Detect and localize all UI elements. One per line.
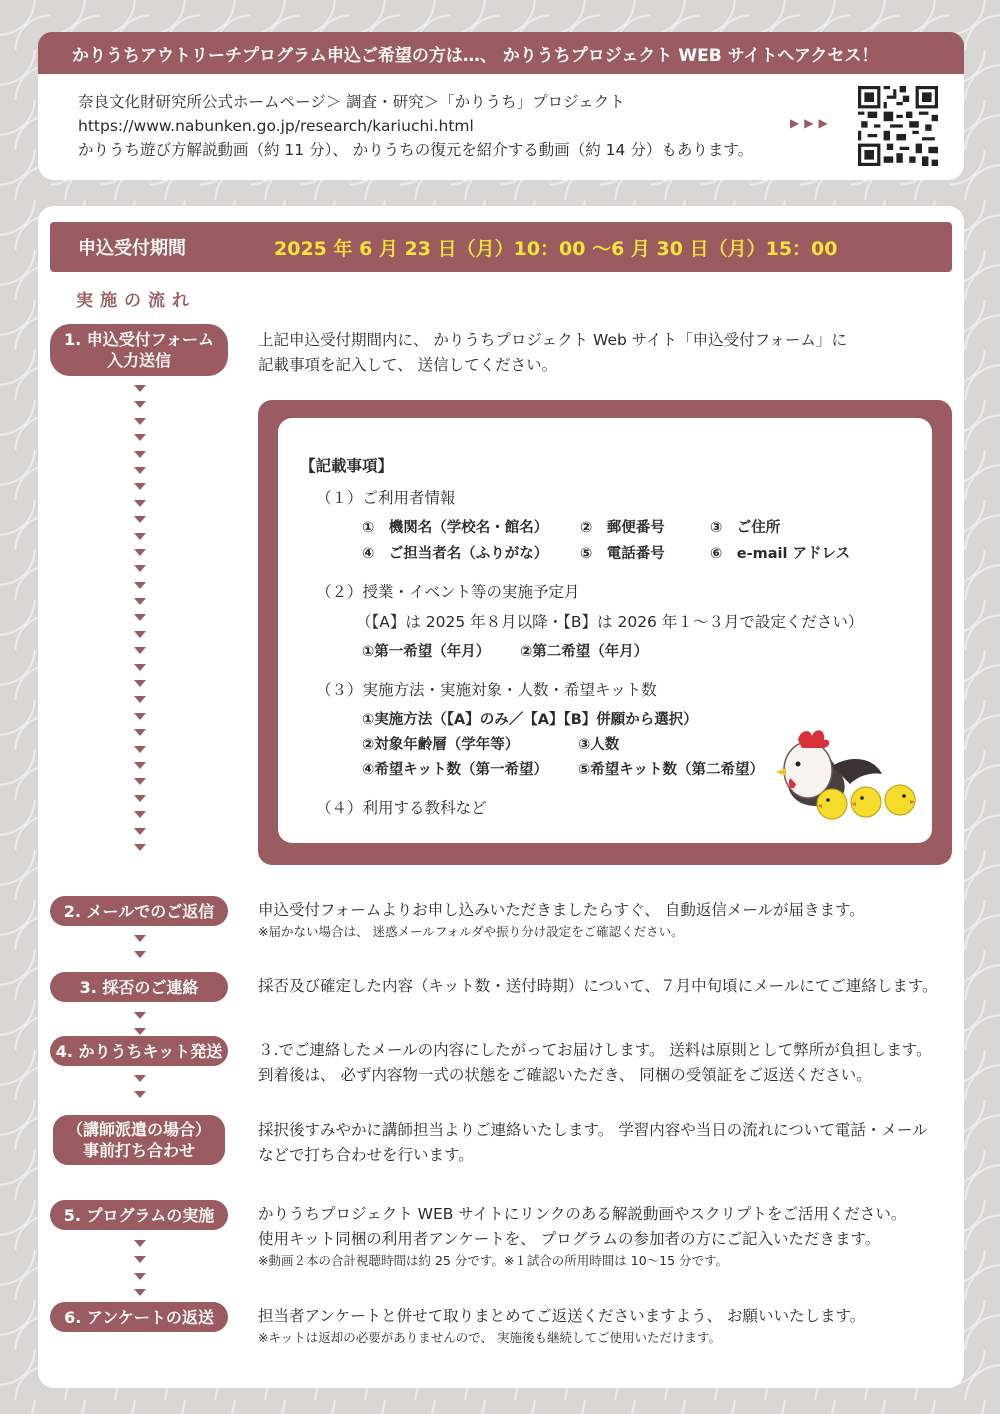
down-arrow-icon xyxy=(134,746,146,753)
step-6-label: 6. アンケートの返送 xyxy=(50,1302,228,1332)
down-arrow-icon xyxy=(134,500,146,507)
down-arrow-icon xyxy=(134,467,146,474)
step-5-note: ※動画２本の合計視聴時間は約 25 分です。※１試合の所用時間は 10～15 分です。 xyxy=(258,1253,729,1268)
down-arrow-icon xyxy=(134,418,146,425)
breadcrumb: 奈良文化財研究所公式ホームページ＞ 調査・研究＞「かりうち」プロジェクト xyxy=(78,93,625,111)
arrow-right-icon: ▶▶▶ xyxy=(790,116,833,130)
down-arrow-icon xyxy=(134,1273,146,1280)
qr-code-icon[interactable] xyxy=(858,86,938,166)
step-5-desc-line1: かりうちプロジェクト WEB サイトにリンクのある解説動画やスクリプトをご活用ください。 xyxy=(258,1205,907,1223)
item-3-4: ④希望キット数（第一希望） xyxy=(362,762,548,778)
item-3-2: ②対象年齢層（学年等） xyxy=(362,737,520,753)
step-3-desc-line1: 採否及び確定した内容（キット数・送付時期）について、７月中旬頃にメールにてご連絡します。 xyxy=(258,977,938,995)
step-4-description xyxy=(258,1038,932,1088)
down-arrow-icon xyxy=(134,935,146,942)
down-arrow-icon xyxy=(134,828,146,835)
application-flow-card xyxy=(38,206,964,1388)
step-2-description xyxy=(258,898,865,941)
step-1-label-line2: 入力送信 xyxy=(106,351,171,370)
step-4-desc-line2: 到着後は、 必ず内容物一式の状態をご確認いただき、 同梱の受領証をご返送ください。 xyxy=(258,1066,872,1084)
step-5-desc-line2: 使用キット同梱の利用者アンケートを、 プログラムの参加者の方にご記入いただきます。 xyxy=(258,1230,881,1248)
lecturer-meeting-line2: 事前打ち合わせ xyxy=(82,1141,195,1160)
step-6-description xyxy=(258,1304,865,1347)
step-3-description xyxy=(258,974,938,999)
down-arrow-icon xyxy=(134,729,146,736)
down-arrow-icon xyxy=(134,614,146,621)
items-section-1: （１）ご利用者情報 xyxy=(316,489,456,507)
required-items-inner xyxy=(278,418,932,843)
item-1-4: ④ ご担当者名（ふりがな） xyxy=(362,546,549,562)
down-arrow-icon xyxy=(134,664,146,671)
down-arrow-icon xyxy=(134,1012,146,1019)
down-arrow-icon xyxy=(134,1091,146,1098)
down-arrow-icon xyxy=(134,844,146,851)
flow-arrows-1 xyxy=(134,385,146,860)
items-title: 【記載事項】 xyxy=(300,457,394,475)
down-arrow-icon xyxy=(134,647,146,654)
down-arrow-icon xyxy=(134,696,146,703)
access-info-card xyxy=(38,32,964,180)
flow-arrows-2 xyxy=(134,935,146,968)
down-arrow-icon xyxy=(134,778,146,785)
step-1-description xyxy=(258,328,847,378)
period-value: 2025 年 6 月 23 日（月）10：00 ～6 月 30 日（月）15：00 xyxy=(274,237,838,260)
items-section-4: （４）利用する教科など xyxy=(316,799,487,817)
step-2-desc-line1: 申込受付フォームよりお申し込みいただきましたらすぐ、 自動返信メールが届きます。 xyxy=(258,901,865,919)
period-label: 申込受付期間 xyxy=(78,238,186,259)
flow-arrows-5 xyxy=(134,1240,146,1306)
step-1-label xyxy=(50,324,228,376)
down-arrow-icon xyxy=(134,483,146,490)
required-items-box xyxy=(258,400,952,865)
step-5-description xyxy=(258,1202,906,1270)
access-text xyxy=(78,90,753,162)
down-arrow-icon xyxy=(134,401,146,408)
chicken-illustration xyxy=(754,714,928,830)
website-url[interactable]: https://www.nabunken.go.jp/research/kariuchi.html xyxy=(78,117,474,135)
lecturer-meeting-label xyxy=(50,1114,228,1166)
down-arrow-icon xyxy=(134,516,146,523)
down-arrow-icon xyxy=(134,713,146,720)
item-1-5: ⑤ 電話番号 xyxy=(580,546,665,562)
down-arrow-icon xyxy=(134,631,146,638)
step-1-desc-line2: 記載事項を記入して、 送信してください。 xyxy=(258,356,558,374)
items-section-2: （２）授業・イベント等の実施予定月 xyxy=(316,583,580,601)
down-arrow-icon xyxy=(134,1240,146,1247)
step-4-desc-line1: ３.でご連絡したメールの内容にしたがってお届けします。 送料は原則として弊所が負担します。 xyxy=(258,1041,932,1059)
item-2-2: ②第二希望（年月） xyxy=(520,644,649,660)
down-arrow-icon xyxy=(134,1075,146,1082)
down-arrow-icon xyxy=(134,451,146,458)
step-1-desc-line1: 上記申込受付期間内に、 かりうちプロジェクト Web サイト「申込受付フォーム」に xyxy=(258,331,847,349)
step-6-desc-line1: 担当者アンケートと併せて取りまとめてご返送くださいますよう、 お願いいたします。 xyxy=(258,1307,866,1325)
down-arrow-icon xyxy=(134,598,146,605)
down-arrow-icon xyxy=(134,811,146,818)
item-3-5: ⑤希望キット数（第二希望） xyxy=(578,762,764,778)
down-arrow-icon xyxy=(134,1028,146,1035)
step-1-label-line1: 1. 申込受付フォーム xyxy=(64,330,214,349)
down-arrow-icon xyxy=(134,533,146,540)
flow-arrows-4 xyxy=(134,1075,146,1108)
step-6-note: ※キットは返却の必要がありませんので、 実施後も継続してご使用いただけます。 xyxy=(258,1330,721,1345)
item-1-2: ② 郵便番号 xyxy=(580,520,665,536)
step-2-note: ※届かない場合は、 迷惑メールフォルダや振り分け設定をご確認ください。 xyxy=(258,924,684,939)
down-arrow-icon xyxy=(134,1256,146,1263)
item-1-1: ① 機関名（学校名・館名） xyxy=(362,520,549,536)
item-1-6: ⑥ e-mail アドレス xyxy=(710,546,851,562)
access-banner: かりうちアウトリーチプログラム申込ご希望の方は…、 かりうちプロジェクト WEB サイトへアクセス！ xyxy=(38,32,964,74)
down-arrow-icon xyxy=(134,385,146,392)
lecturer-meeting-line1: （講師派遣の場合） xyxy=(66,1120,211,1139)
down-arrow-icon xyxy=(134,951,146,958)
flow-heading: 実施の流れ xyxy=(76,291,196,311)
step-4-label: 4. かりうちキット発送 xyxy=(50,1036,228,1066)
item-3-1: ①実施方法（【A】のみ／【A】【B】併願から選択） xyxy=(362,712,698,728)
item-2-1: ①第一希望（年月） xyxy=(362,644,491,660)
item-3-3: ③人数 xyxy=(578,737,620,753)
down-arrow-icon xyxy=(134,795,146,802)
lecturer-meeting-desc-line2: などで打ち合わせを行います。 xyxy=(258,1146,474,1164)
item-1-3: ③ ご住所 xyxy=(710,520,781,536)
items-section-3: （３）実施方法・実施対象・人数・希望キット数 xyxy=(316,681,657,699)
items-section-2-note: （【A】は 2025 年８月以降・【B】は 2026 年１～３月で設定ください） xyxy=(356,613,864,631)
step-2-label: 2. メールでのご返信 xyxy=(50,896,228,926)
down-arrow-icon xyxy=(134,680,146,687)
down-arrow-icon xyxy=(134,565,146,572)
down-arrow-icon xyxy=(134,582,146,589)
down-arrow-icon xyxy=(134,549,146,556)
down-arrow-icon xyxy=(134,762,146,769)
step-5-label: 5. プログラムの実施 xyxy=(50,1200,228,1230)
lecturer-meeting-desc-line1: 採択後すみやかに講師担当よりご連絡いたします。 学習内容や当日の流れについて電話・メール xyxy=(258,1121,928,1139)
down-arrow-icon xyxy=(134,434,146,441)
application-period-bar xyxy=(50,222,952,272)
lecturer-meeting-description xyxy=(258,1118,958,1168)
video-note: かりうち遊び方解説動画（約 11 分）、 かりうちの復元を紹介する動画（約 14 分）もあります。 xyxy=(78,141,754,159)
step-3-label: 3. 採否のご連絡 xyxy=(50,972,228,1002)
down-arrow-icon xyxy=(134,1289,146,1296)
